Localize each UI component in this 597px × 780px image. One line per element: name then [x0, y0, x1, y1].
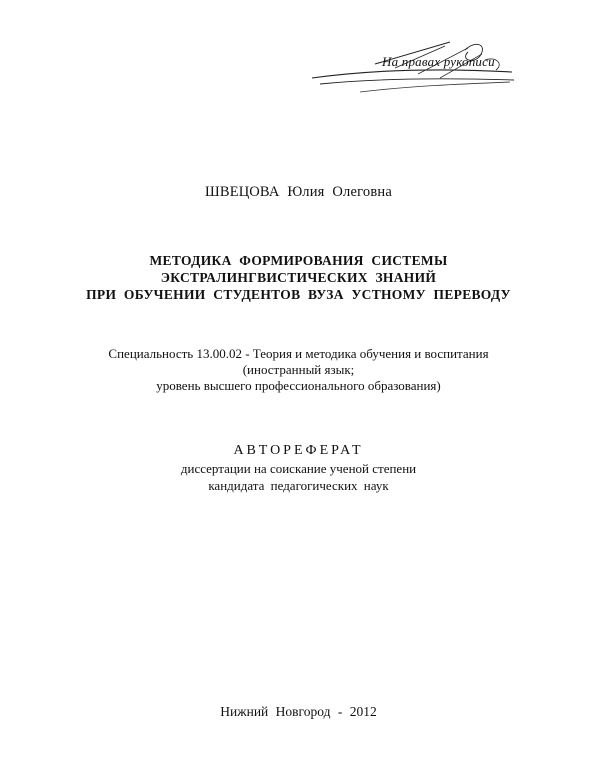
title-line: ПРИ ОБУЧЕНИИ СТУДЕНТОВ ВУЗА УСТНОМУ ПЕРЕВОДУ	[86, 287, 511, 302]
title-line: МЕТОДИКА ФОРМИРОВАНИЯ СИСТЕМЫ	[149, 253, 448, 268]
specialty-block	[0, 346, 597, 394]
dissertation-title	[0, 252, 597, 303]
abstract-block	[0, 442, 597, 494]
author-name: ШВЕЦОВА Юлия Олеговна	[205, 184, 392, 200]
document-type: АВТОРЕФЕРАТ	[233, 443, 364, 458]
manuscript-rights-stamp	[300, 34, 530, 104]
manuscript-rights-text: На правах рукописи	[382, 54, 495, 69]
specialty-line: Специальность 13.00.02 - Теория и методика обучения и воспитания	[108, 346, 489, 361]
title-line: ЭКСТРАЛИНГВИСТИЧЕСКИХ ЗНАНИЙ	[160, 270, 437, 285]
specialty-line: уровень высшего профессионального образования)	[156, 378, 441, 393]
specialty-line: (иностранный язык;	[242, 362, 355, 377]
academic-degree: кандидата педагогических наук	[208, 478, 389, 493]
abstract-purpose: диссертации на соискание ученой степени	[180, 461, 417, 476]
city-year: Нижний Новгород - 2012	[220, 704, 377, 719]
